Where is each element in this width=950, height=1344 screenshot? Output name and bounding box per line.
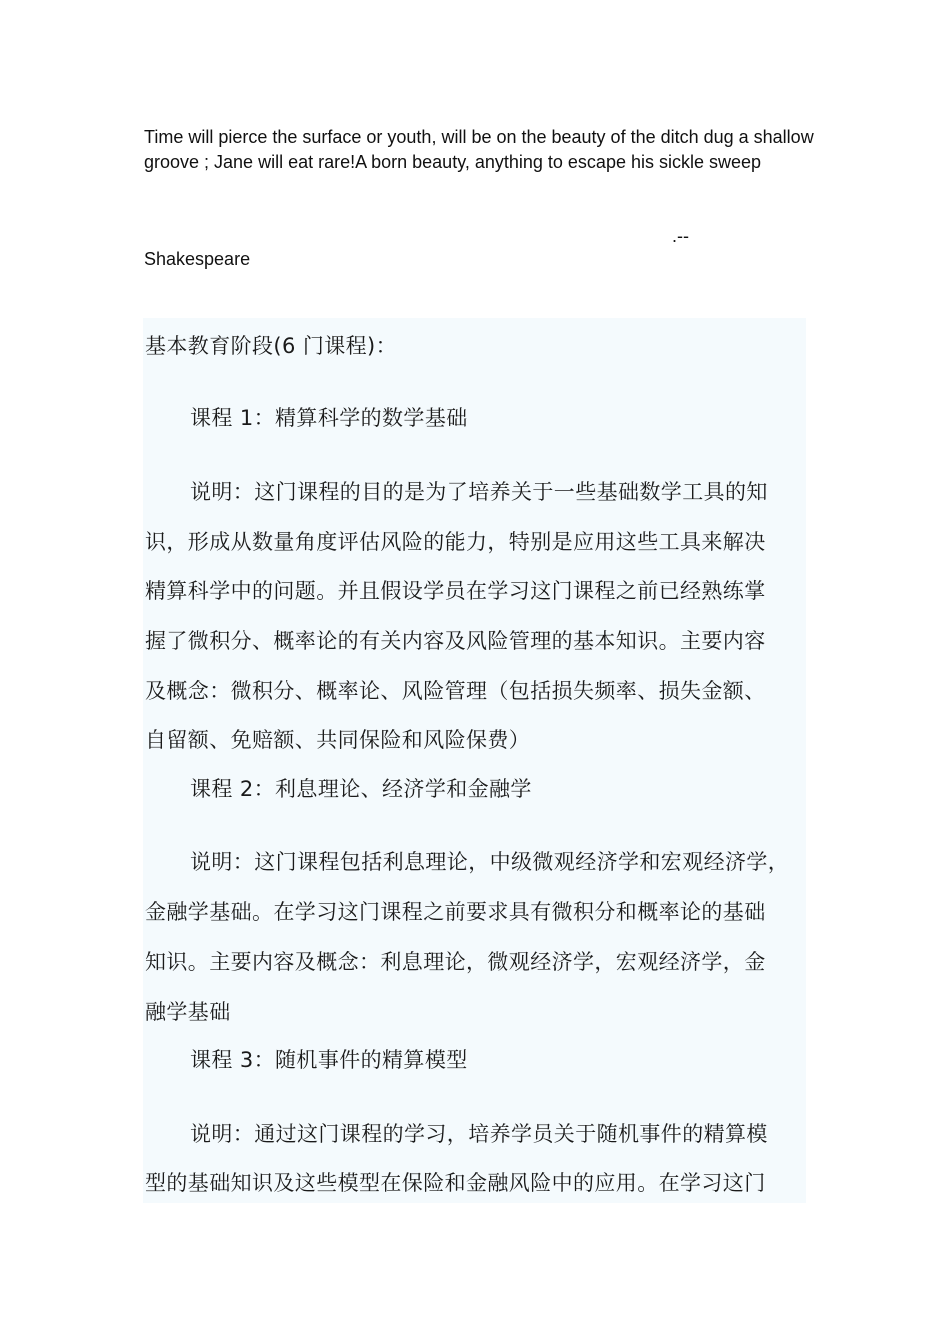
course-2-desc-line: 说明：这门课程包括利息理论，中级微观经济学和宏观经济学， bbox=[190, 850, 790, 874]
quote-author: Shakespeare bbox=[144, 249, 251, 269]
course-1-desc-line: 说明：这门课程的目的是为了培养关于一些基础数学工具的知 bbox=[190, 480, 768, 504]
course-1-desc-line: 自留额、免赔额、共同保险和风险保费） bbox=[145, 728, 531, 752]
quote-text: Time will pierce the surface or youth, will be on the beauty of the ditch dug a shallow groove ; Jane will eat rare!A born beauty, anything to escape his sickle sweep bbox=[144, 127, 814, 172]
course-2-desc-line: 知识。主要内容及概念：利息理论，微观经济学，宏观经济学，金 bbox=[145, 950, 766, 974]
course-1-desc-line: 识，形成从数量角度评估风险的能力，特别是应用这些工具来解决 bbox=[145, 530, 766, 554]
course-1-desc-line: 精算科学中的问题。并且假设学员在学习这门课程之前已经熟练掌 bbox=[145, 579, 766, 603]
course-2-desc-line: 融学基础 bbox=[145, 1000, 231, 1024]
course-3-title: 课程 3：随机事件的精算模型 bbox=[190, 1048, 468, 1072]
course-2-title: 课程 2：利息理论、经济学和金融学 bbox=[190, 777, 532, 801]
section-heading: 基本教育阶段(6 门课程)： bbox=[145, 334, 398, 358]
course-3-desc-line: 说明：通过这门课程的学习，培养学员关于随机事件的精算模 bbox=[190, 1122, 768, 1146]
course-3-desc-line: 型的基础知识及这些模型在保险和金融风险中的应用。在学习这门 bbox=[145, 1171, 766, 1195]
course-1-desc-line: 握了微积分、概率论的有关内容及风险管理的基本知识。主要内容 bbox=[145, 629, 766, 653]
course-2-desc-line: 金融学基础。在学习这门课程之前要求具有微积分和概率论的基础 bbox=[145, 900, 766, 924]
quote-dash: .-- bbox=[672, 226, 689, 246]
course-1-desc-line: 及概念：微积分、概率论、风险管理（包括损失频率、损失金额、 bbox=[145, 679, 766, 703]
course-1-title: 课程 1：精算科学的数学基础 bbox=[190, 406, 468, 430]
